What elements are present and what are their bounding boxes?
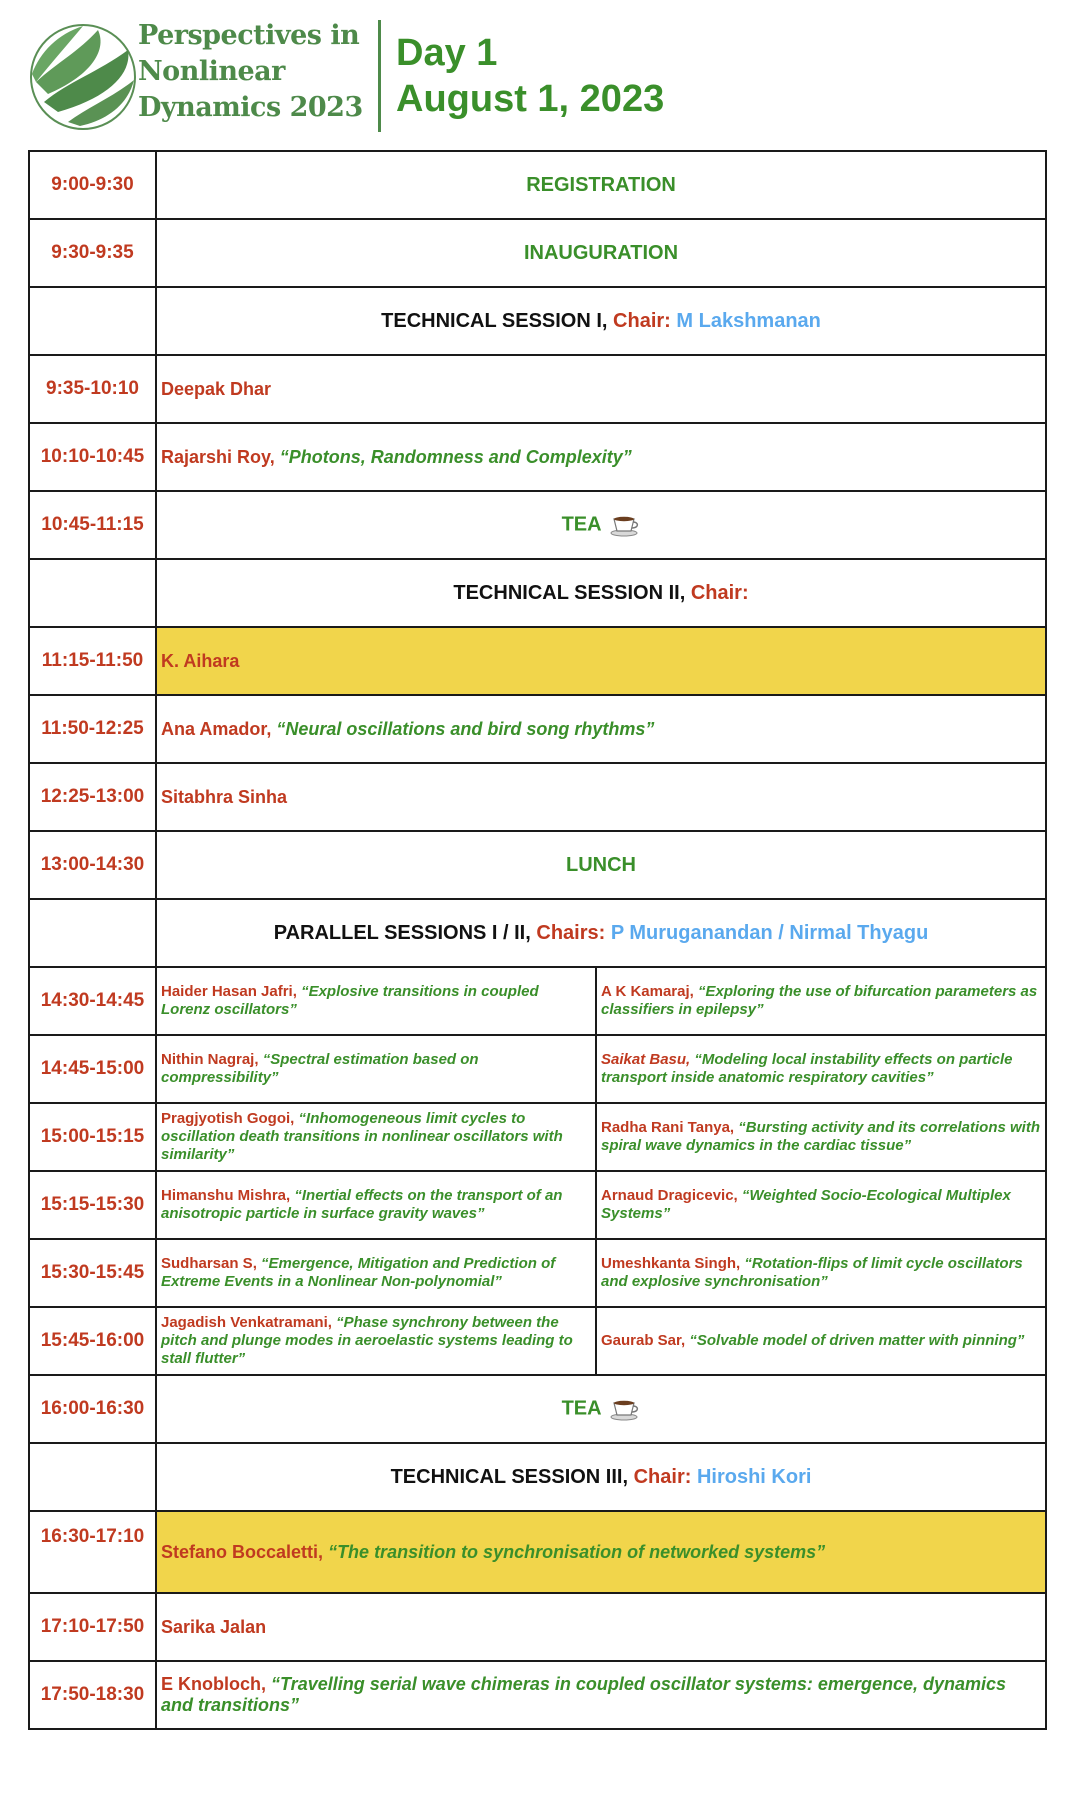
parallel-talk-right xyxy=(596,1035,1046,1103)
tea-label: TEA xyxy=(561,513,601,536)
talk-title: “The transition to synchronisation of networked systems” xyxy=(328,1541,826,1562)
schedule-row-talk xyxy=(29,1593,1046,1661)
talk-title: “Solvable model of driven matter with pinning” xyxy=(689,1332,1025,1349)
parallel-talk-right xyxy=(596,1171,1046,1239)
schedule-row-talk xyxy=(29,355,1046,423)
chair-label: Chair: xyxy=(690,581,749,604)
schedule-row-tea xyxy=(29,491,1046,559)
talk-title: “Neural oscillations and bird song rhythms” xyxy=(276,718,655,739)
time-cell: 11:50-12:25 xyxy=(29,695,156,763)
time-cell: 12:25-13:00 xyxy=(29,763,156,831)
time-cell: 14:45-15:00 xyxy=(29,1035,156,1103)
talk-cell xyxy=(156,1661,1046,1729)
speaker-name: Sitabhra Sinha xyxy=(161,786,288,807)
tea-cell xyxy=(156,1375,1046,1443)
time-cell: 14:30-14:45 xyxy=(29,967,156,1035)
session-label: TECHNICAL SESSION II, xyxy=(453,581,686,604)
time-cell: 11:15-11:50 xyxy=(29,627,156,695)
empty-time-cell xyxy=(29,559,156,627)
talk-cell xyxy=(156,423,1046,491)
parallel-talk-row xyxy=(29,1103,1046,1171)
speaker-name: Gaurab Sar, xyxy=(601,1332,686,1349)
speaker-name: Jagadish Venkatramani, xyxy=(161,1314,332,1331)
parallel-talk-left xyxy=(156,1171,596,1239)
speaker-name: Haider Hasan Jafri, xyxy=(161,983,297,1000)
time-cell: 10:45-11:15 xyxy=(29,491,156,559)
parallel-talk-left xyxy=(156,1307,596,1375)
talk-title: “Rotation-flips of limit cycle oscillators and explosive synchronisation” xyxy=(601,1255,1023,1290)
parallel-talk-right xyxy=(596,1307,1046,1375)
speaker-name: Nithin Nagraj, xyxy=(161,1051,259,1068)
session-header-row xyxy=(29,1443,1046,1511)
talk-title: “Exploring the use of bifurcation parameters as classifiers in epilepsy” xyxy=(601,983,1038,1018)
session-label: TECHNICAL SESSION I, xyxy=(381,309,608,332)
time-cell: 10:10-10:45 xyxy=(29,423,156,491)
tea-label: TEA xyxy=(561,1397,601,1420)
parallel-talk-row xyxy=(29,1307,1046,1375)
speaker-name: E Knobloch, xyxy=(161,1674,266,1694)
speaker-name: Sudharsan S, xyxy=(161,1255,257,1272)
talk-title: “Phase synchrony between the pitch and plunge modes in aeroelastic systems leading to stall flutter” xyxy=(161,1314,573,1367)
session-header xyxy=(156,1443,1046,1511)
schedule-row-lunch xyxy=(29,831,1046,899)
speaker-name: Stefano Boccaletti, xyxy=(161,1541,324,1562)
speaker-name: Pragjyotish Gogoi, xyxy=(161,1110,295,1127)
speaker-name: Saikat Basu, xyxy=(601,1051,691,1068)
tea-cell xyxy=(156,491,1046,559)
talk-title: “Spectral estimation based on compressibility” xyxy=(161,1051,479,1086)
schedule-table xyxy=(28,150,1047,1730)
speaker-name: Ana Amador, xyxy=(161,718,272,739)
parallel-talk-row xyxy=(29,1171,1046,1239)
chair-label: Chairs: xyxy=(536,921,606,944)
talk-title: “Inhomogeneous limit cycles to oscillation death transitions in nonlinear oscillators with similarity” xyxy=(161,1110,563,1163)
talk-cell xyxy=(156,355,1046,423)
talk-title: “Emergence, Mitigation and Prediction of Extreme Events in a Nonlinear Non-polynomial” xyxy=(161,1255,556,1290)
time-cell: 15:00-15:15 xyxy=(29,1103,156,1171)
talk-title: “Bursting activity and its correlations with spiral wave dynamics in the cardiac tissue” xyxy=(601,1119,1040,1154)
speaker-name: Himanshu Mishra, xyxy=(161,1187,291,1204)
parallel-talk-right xyxy=(596,1103,1046,1171)
conference-title-line-1: Perspectives in xyxy=(138,20,360,51)
time-cell: 9:30-9:35 xyxy=(29,219,156,287)
coffee-cup-icon xyxy=(610,513,640,537)
schedule-row-talk xyxy=(29,627,1046,695)
header-divider xyxy=(378,20,381,132)
speaker-name: Sarika Jalan xyxy=(161,1616,267,1637)
day-label: Day 1 xyxy=(396,32,498,74)
talk-title: “Modeling local instability effects on particle transport inside anatomic respiratory cavities” xyxy=(601,1051,1013,1086)
parallel-talk-right xyxy=(596,967,1046,1035)
schedule-row-talk xyxy=(29,763,1046,831)
parallel-talk-right xyxy=(596,1239,1046,1307)
session-header xyxy=(156,899,1046,967)
time-cell: 15:45-16:00 xyxy=(29,1307,156,1375)
session-header-row xyxy=(29,899,1046,967)
speaker-name: K. Aihara xyxy=(161,650,240,671)
time-cell: 13:00-14:30 xyxy=(29,831,156,899)
speaker-name: Rajarshi Roy, xyxy=(161,446,275,467)
page-header xyxy=(0,0,1076,150)
conference-title xyxy=(138,18,378,126)
date-label: August 1, 2023 xyxy=(396,78,665,120)
parallel-talk-left xyxy=(156,1103,596,1171)
time-cell: 9:00-9:30 xyxy=(29,151,156,219)
empty-time-cell xyxy=(29,287,156,355)
parallel-talk-row xyxy=(29,1239,1046,1307)
chair-label: Chair: xyxy=(613,309,671,332)
schedule-row-talk xyxy=(29,423,1046,491)
chair-name: Hiroshi Kori xyxy=(696,1465,812,1488)
session-label: TECHNICAL SESSION III, xyxy=(390,1465,629,1488)
chair-name: P Muruganandan / Nirmal Thyagu xyxy=(610,921,929,944)
parallel-talk-left xyxy=(156,1035,596,1103)
talk-title: “Travelling serial wave chimeras in coupled oscillator systems: emergence, dynamics and transitions” xyxy=(161,1674,1007,1715)
conference-logo-icon xyxy=(28,22,138,132)
time-cell: 15:30-15:45 xyxy=(29,1239,156,1307)
session-header-row xyxy=(29,287,1046,355)
conference-title-line-3: Dynamics 2023 xyxy=(138,92,363,123)
schedule-row-inauguration xyxy=(29,219,1046,287)
session-header xyxy=(156,559,1046,627)
talk-title: “Weighted Socio-Ecological Multiplex Systems” xyxy=(601,1187,1011,1222)
registration-label: REGISTRATION xyxy=(156,151,1046,219)
time-cell: 16:00-16:30 xyxy=(29,1375,156,1443)
time-cell: 17:50-18:30 xyxy=(29,1661,156,1729)
talk-title: “Photons, Randomness and Complexity” xyxy=(279,446,632,467)
talk-title: “Explosive transitions in coupled Lorenz oscillators” xyxy=(161,983,539,1018)
schedule-row-tea xyxy=(29,1375,1046,1443)
speaker-name: Deepak Dhar xyxy=(161,378,272,399)
schedule-row-talk xyxy=(29,1661,1046,1729)
speaker-name: Radha Rani Tanya, xyxy=(601,1119,735,1136)
session-header xyxy=(156,287,1046,355)
coffee-cup-icon xyxy=(610,1397,640,1421)
session-label: PARALLEL SESSIONS I / II, xyxy=(273,921,531,944)
day-heading xyxy=(396,30,664,122)
parallel-talk-row xyxy=(29,1035,1046,1103)
parallel-talk-row xyxy=(29,967,1046,1035)
talk-cell xyxy=(156,695,1046,763)
parallel-talk-left xyxy=(156,967,596,1035)
speaker-name: Arnaud Dragicevic, xyxy=(601,1187,738,1204)
schedule-row-registration xyxy=(29,151,1046,219)
time-cell: 9:35-10:10 xyxy=(29,355,156,423)
time-cell: 16:30-17:10 xyxy=(29,1511,156,1593)
talk-cell-highlighted xyxy=(156,627,1046,695)
time-cell: 17:10-17:50 xyxy=(29,1593,156,1661)
speaker-name: Umeshkanta Singh, xyxy=(601,1255,741,1272)
talk-title: “Inertial effects on the transport of an anisotropic particle in surface gravity waves” xyxy=(161,1187,563,1222)
parallel-talk-left xyxy=(156,1239,596,1307)
talk-cell xyxy=(156,1593,1046,1661)
session-header-row xyxy=(29,559,1046,627)
conference-title-line-2: Nonlinear xyxy=(138,56,285,87)
speaker-name: A K Kamaraj, xyxy=(601,983,694,1000)
inauguration-label: INAUGURATION xyxy=(156,219,1046,287)
chair-name: M Lakshmanan xyxy=(676,309,821,332)
empty-time-cell xyxy=(29,899,156,967)
talk-cell-highlighted xyxy=(156,1511,1046,1593)
empty-time-cell xyxy=(29,1443,156,1511)
time-cell: 15:15-15:30 xyxy=(29,1171,156,1239)
schedule-row-talk xyxy=(29,1511,1046,1593)
chair-label: Chair: xyxy=(633,1465,692,1488)
lunch-label: LUNCH xyxy=(156,831,1046,899)
schedule-row-talk xyxy=(29,695,1046,763)
talk-cell xyxy=(156,763,1046,831)
